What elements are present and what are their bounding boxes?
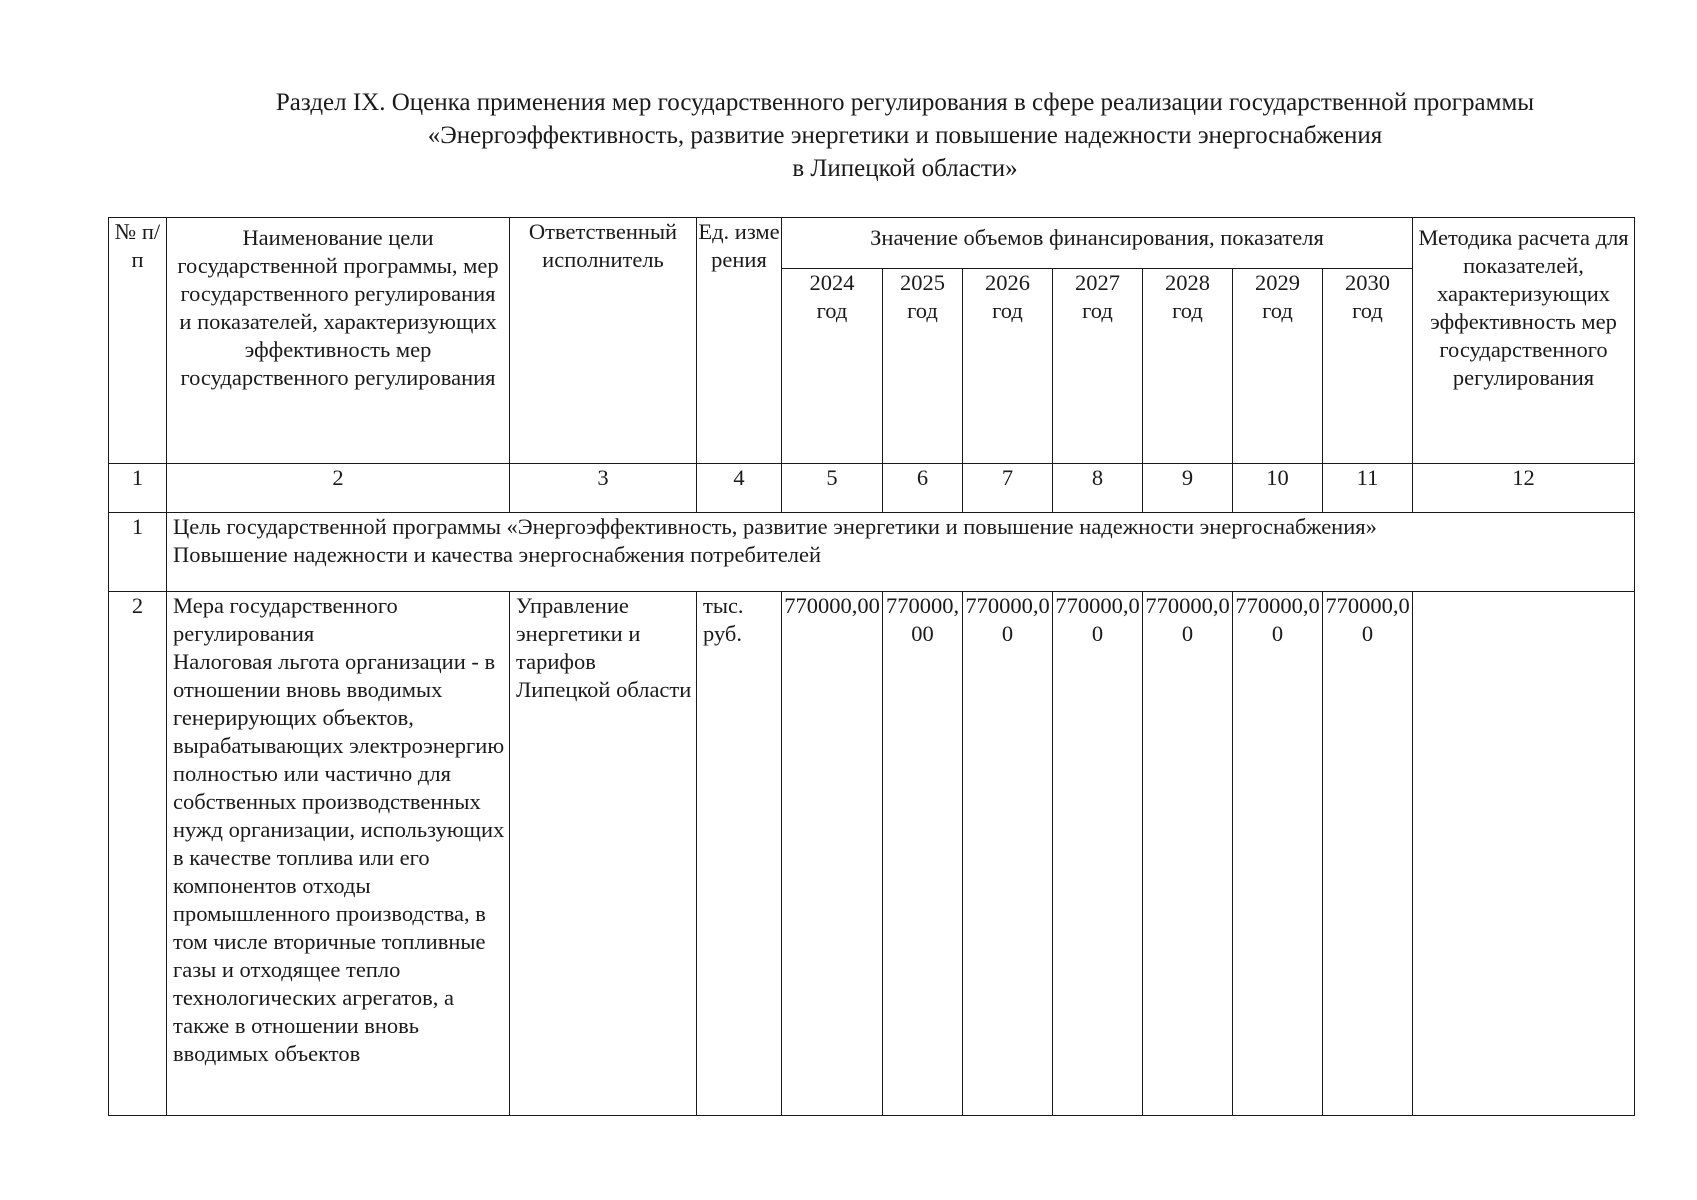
header-year-2030: 2030 год bbox=[1323, 269, 1413, 464]
column-number: 3 bbox=[510, 464, 697, 513]
column-number: 12 bbox=[1413, 464, 1635, 513]
column-number: 4 bbox=[697, 464, 782, 513]
header-year-2025: 2025 год bbox=[883, 269, 963, 464]
column-number: 10 bbox=[1233, 464, 1323, 513]
title-line-3: в Липецкой области» bbox=[792, 155, 1018, 182]
column-number: 7 bbox=[963, 464, 1053, 513]
measure-name-cell bbox=[167, 592, 510, 1116]
regulation-table bbox=[108, 217, 1635, 1116]
header-year-2024: 2024 год bbox=[782, 269, 883, 464]
column-number: 11 bbox=[1323, 464, 1413, 513]
table-row bbox=[109, 592, 1635, 1116]
header-method: Методика расчета для показателей, характеризующих эффективность мер государственного регулирования bbox=[1413, 218, 1635, 464]
column-number: 1 bbox=[109, 464, 167, 513]
value-2029: 770000,00 bbox=[1233, 592, 1323, 1116]
unit-cell: тыс. руб. bbox=[697, 592, 782, 1116]
header-year-2028: 2028 год bbox=[1143, 269, 1233, 464]
column-number: 8 bbox=[1053, 464, 1143, 513]
column-number: 9 bbox=[1143, 464, 1233, 513]
column-number: 6 bbox=[883, 464, 963, 513]
executor-cell: Управление энергетики и тарифов Липецкой области bbox=[510, 592, 697, 1116]
value-2026: 770000,00 bbox=[963, 592, 1053, 1116]
section-title bbox=[160, 86, 1650, 185]
title-line-1: Раздел IX. Оценка применения мер государственного регулирования в сфере реализации государственной программы bbox=[275, 89, 1535, 116]
row-num: 1 bbox=[109, 513, 167, 592]
method-cell bbox=[1413, 592, 1635, 1116]
value-2030: 770000,00 bbox=[1323, 592, 1413, 1116]
header-year-2026: 2026 год bbox=[963, 269, 1053, 464]
value-2024: 770000,00 bbox=[782, 592, 883, 1116]
value-2028: 770000,00 bbox=[1143, 592, 1233, 1116]
header-year-2029: 2029 год bbox=[1233, 269, 1323, 464]
goal-cell bbox=[167, 513, 1635, 592]
measure-title: Мера государственного регулирования bbox=[173, 593, 398, 646]
measure-description: Налоговая льгота организации - в отношении вновь вводимых генерирующих объектов, вырабатывающих электроэнергию полностью или частично для собственных производственных нужд организации, использующих в качестве топлива или его компонентов отходы промышленного производства, в том числе вторичные топливные газы и отходящее тепло технологических агрегатов, а также в отношении вновь вводимых объектов bbox=[173, 649, 505, 1066]
header-unit: Ед. измерения bbox=[697, 218, 782, 464]
goal-text: Цель государственной программы «Энергоэффективность, развитие энергетики и повышение надежности энергоснабжения» bbox=[173, 514, 1377, 539]
column-number: 5 bbox=[782, 464, 883, 513]
header-executor: Ответственный исполнитель bbox=[510, 218, 697, 464]
title-line-2: «Энергоэффективность, развитие энергетики и повышение надежности энергоснабжения bbox=[427, 122, 1383, 149]
column-number: 2 bbox=[167, 464, 510, 513]
row-num: 2 bbox=[109, 592, 167, 1116]
header-year-2027: 2027 год bbox=[1053, 269, 1143, 464]
value-2027: 770000,00 bbox=[1053, 592, 1143, 1116]
goal-subtext: Повышение надежности и качества энергоснабжения потребителей bbox=[173, 542, 822, 567]
column-numbers-row bbox=[109, 464, 1635, 513]
header-values-group: Значение объемов финансирования, показателя bbox=[782, 218, 1413, 269]
header-num: № п/п bbox=[109, 218, 167, 464]
header-name: Наименование цели государственной программы, мер государственного регулирования и показателей, характеризующих эффективность мер государственного регулирования bbox=[167, 218, 510, 464]
table-row bbox=[109, 513, 1635, 592]
value-2025: 770000,00 bbox=[883, 592, 963, 1116]
